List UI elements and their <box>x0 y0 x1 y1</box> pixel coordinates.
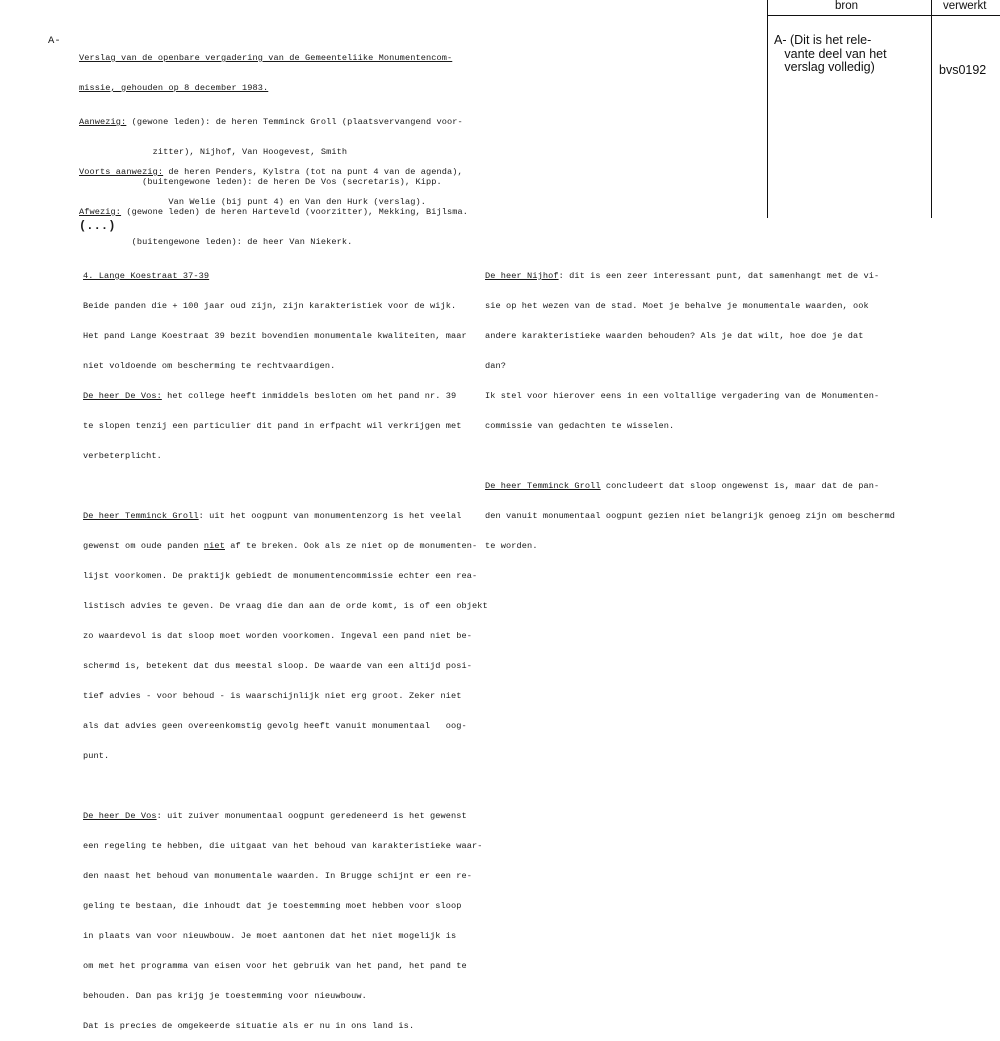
speaker-nijhof: De heer Nijhof <box>485 271 559 281</box>
attendance-absent <box>79 187 468 257</box>
agenda-item-heading: 4. Lange Koestraat 37-39 <box>83 271 210 281</box>
bron-note-line: vante deel van het <box>774 46 887 61</box>
absent-line: (buitengewone leden): de heer Van Niekerk. <box>79 237 353 247</box>
section-marker: A- <box>48 35 61 47</box>
paragraph-line: Ik stel voor hierover eens in een voltallige vergadering van de Monumenten- <box>485 391 880 401</box>
paragraph-line: behouden. Dan pas krijg je toestemming voor nieuwbouw. <box>83 991 367 1001</box>
present-line: (gewone leden): de heren Temminck Groll (plaatsvervangend voor- <box>126 117 463 127</box>
paragraph-line: Beide panden die + 100 jaar oud zijn, zijn karakteristiek voor de wijk. <box>83 301 457 311</box>
also-present-line: de heren Penders, Kylstra (tot na punt 4 van de agenda), <box>163 167 463 177</box>
paragraph-line: andere karakteristieke waarden behouden? Als je dat wilt, hoe doe je dat <box>485 331 864 341</box>
present-line: (buitengewone leden): de heren De Vos (secretaris), Kipp. <box>79 177 442 187</box>
paragraph-line: den naast het behoud van monumentale waarden. In Brugge schijnt er een re- <box>83 871 473 881</box>
speaker-de-vos: De heer De Vos <box>83 811 157 821</box>
paragraph-line: tief advies - voor behoud - is waarschijnlijk niet erg groot. Zeker niet <box>83 691 462 701</box>
paragraph-line: punt. <box>83 751 110 761</box>
bron-note <box>774 34 887 75</box>
paragraph-line: verbeterplicht. <box>83 451 162 461</box>
paragraph-line: gewenst om oude panden <box>83 541 204 551</box>
paragraph-line: te slopen tenzij een particulier dit pand in erfpacht wil verkrijgen met <box>83 421 462 431</box>
right-column-text <box>485 251 895 561</box>
paragraph-line: een regeling te hebben, die uitgaat van het behoud van karakteristieke waar- <box>83 841 483 851</box>
emphasis-niet: niet <box>203 541 225 551</box>
document-title <box>79 33 452 103</box>
present-label: Aanwezig: <box>79 117 127 127</box>
box-header-rule <box>767 15 1000 16</box>
paragraph-line: af te breken. Ook als ze niet op de monumenten- <box>224 541 478 551</box>
title-line: missie, gehouden op 8 december 1983. <box>79 83 269 93</box>
paragraph-line: Dat is precies de omgekeerde situatie als er nu in ons land is. <box>83 1021 415 1031</box>
title-line: Verslag van de openbare vergadering van de Gemeenteliike Monumentencom- <box>79 53 453 63</box>
verwerkt-code: bvs0192 <box>939 63 987 77</box>
paragraph-line: den vanuit monumentaal oogpunt gezien niet belangrijk genoeg zijn om beschermd <box>485 511 896 521</box>
paragraph-line: zo waardevol is dat sloop moet worden voorkomen. Ingeval een pand niet be- <box>83 631 473 641</box>
box-divider <box>931 0 932 218</box>
paragraph-line: Het pand Lange Koestraat 39 bezit bovendien monumentale kwaliteiten, maar <box>83 331 467 341</box>
paragraph-line: listisch advies te geven. De vraag die dan aan de orde komt, is of een objekt <box>83 601 488 611</box>
box-left-border <box>767 0 768 218</box>
paragraph-line: om met het programma van eisen voor het gebruik van het pand, het pand te <box>83 961 467 971</box>
agenda-item-4 <box>83 251 488 1041</box>
absent-line: (gewone leden) de heren Harteveld (voorzitter), Mekking, Bijlsma. <box>121 207 469 217</box>
bron-note-line: verslag volledig) <box>774 60 875 74</box>
paragraph-line: : dit is een zeer interessant punt, dat samenhangt met de vi- <box>558 271 880 281</box>
omission-marker: (...) <box>79 219 116 233</box>
speaker-temminck-groll: De heer Temminck Groll <box>485 481 601 491</box>
paragraph-line: schermd is, betekent dat dus meestal sloop. De waarde van een altijd posi- <box>83 661 473 671</box>
bron-note-line: A- (Dit is het rele- <box>774 33 872 47</box>
paragraph-line: : uit zuiver monumentaal oogpunt geredeneerd is het gewenst <box>156 811 467 821</box>
paragraph-line: dan? <box>485 361 507 371</box>
also-present-line: Van Welie (bij punt 4) en Van den Hurk (verslag). <box>79 197 426 207</box>
paragraph-line: : uit het oogpunt van monumentenzorg is het veelal <box>198 511 462 521</box>
paragraph-line: te worden. <box>485 541 538 551</box>
speaker-de-vos: De heer De Vos: <box>83 391 162 401</box>
present-line: zitter), Nijhof, Van Hoogevest, Smith <box>79 147 348 157</box>
speaker-temminck-groll: De heer Temminck Groll <box>83 511 199 521</box>
paragraph-line: commissie van gedachten te wisselen. <box>485 421 675 431</box>
paragraph-line: geling te bestaan, die inhoudt dat je toestemming moet hebben voor sloop <box>83 901 462 911</box>
absent-label: Afwezig: <box>79 207 122 217</box>
paragraph-line: sie op het wezen van de stad. Moet je behalve je monumentale waarden, ook <box>485 301 869 311</box>
column-header-bron: bron <box>835 0 859 12</box>
paragraph-line: lijst voorkomen. De praktijk gebiedt de monumentencommissie echter een rea- <box>83 571 478 581</box>
also-present-label: Voorts aanwezig: <box>79 167 164 177</box>
paragraph-line: in plaats van voor nieuwbouw. Je moet aantonen dat het niet mogelijk is <box>83 931 457 941</box>
paragraph-line: als dat advies geen overeenkomstig gevolg heeft vanuit monumentaal oog- <box>83 721 467 731</box>
paragraph-line: het college heeft inmiddels besloten om het pand nr. 39 <box>161 391 457 401</box>
column-header-verwerkt: verwerkt <box>943 0 987 12</box>
paragraph-line: concludeert dat sloop ongewenst is, maar dat de pan- <box>600 481 880 491</box>
paragraph-line: niet voldoende om bescherming te rechtvaardigen. <box>83 361 336 371</box>
